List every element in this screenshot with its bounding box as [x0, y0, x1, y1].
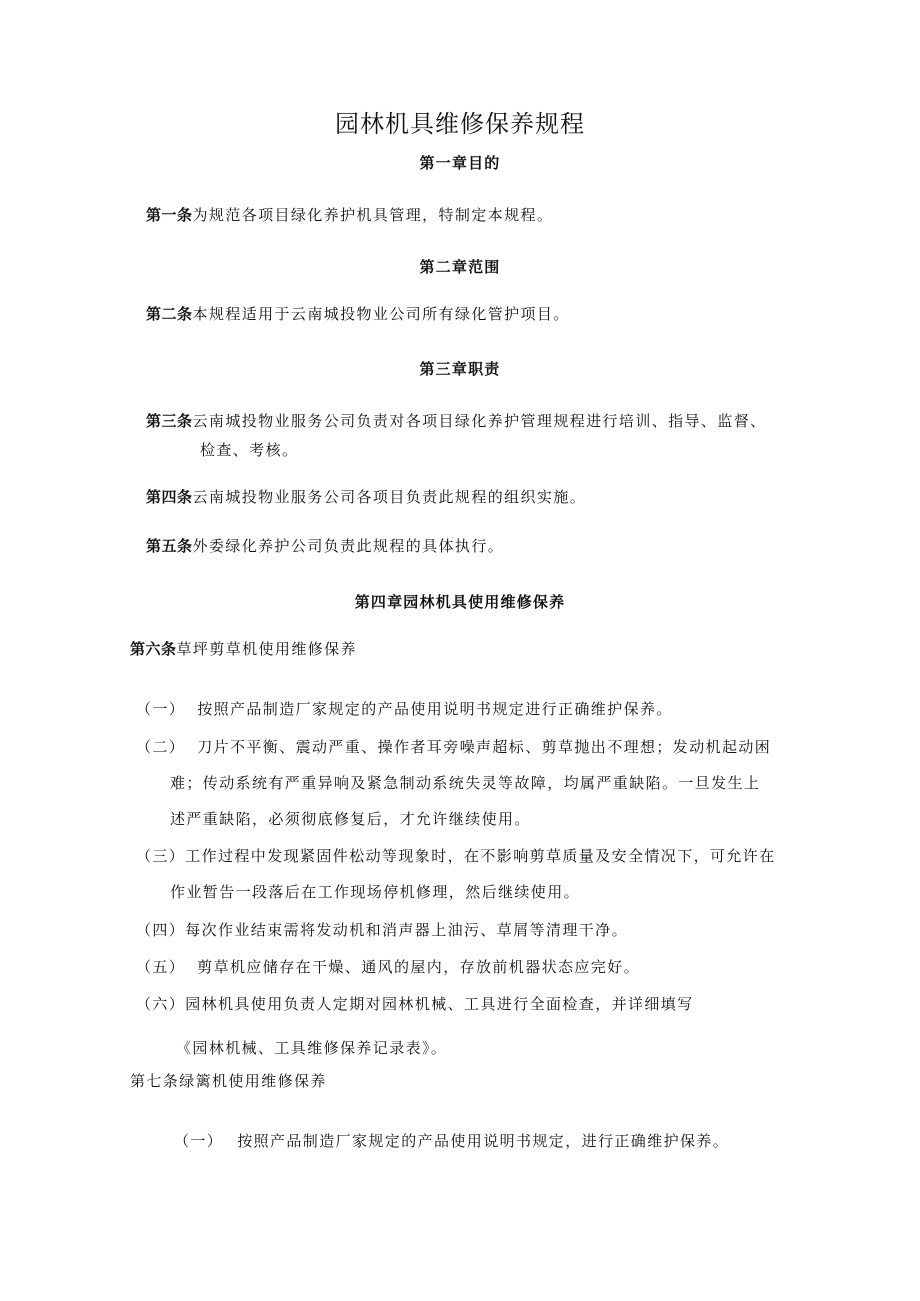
- item-2-line-3: 述严重缺陷，必须彻底修复后，才允许继续使用。: [170, 810, 531, 828]
- item-3-text: 工作过程中发现紧固件松动等现象时，在不影响剪草质量及安全情况下，可允许在: [185, 847, 776, 865]
- item-6-line-2: 《园林机械、工具维修保养记录表》。: [176, 1039, 448, 1057]
- item-5-text: 剪草机应储存在干燥、通风的屋内，存放前机器状态应完好。: [197, 958, 641, 976]
- article-7: 第七条绿篱机使用维修保养: [130, 1072, 327, 1090]
- item-5-number: （五）: [136, 958, 186, 976]
- article-2-text: 本规程适用于云南城投物业公司所有绿化管护项目。: [192, 305, 570, 323]
- document-title: 园林机具维修保养规程: [335, 110, 585, 138]
- article-7-item-1-text: 按照产品制造厂家规定的产品使用说明书规定，进行正确维护保养。: [237, 1132, 730, 1150]
- article-1-lead: 第一条: [146, 206, 193, 224]
- article-1: [146, 205, 553, 225]
- article-3: [146, 411, 767, 431]
- article-7-item-1-number: （一）: [174, 1132, 224, 1150]
- item-3-line-2: 作业暂告一段落后在工作现场停机修理，然后继续使用。: [170, 883, 581, 901]
- item-6-number: （六）: [136, 995, 186, 1013]
- article-4: [146, 487, 586, 507]
- item-1: [136, 699, 673, 719]
- chapter-3-heading: 第三章职责: [419, 360, 501, 378]
- article-3-lead: 第三条: [146, 412, 193, 430]
- article-1-text: 为规范各项目绿化养护机具管理，特制定本规程。: [192, 206, 554, 224]
- article-5: [146, 536, 504, 556]
- item-2-text: 刀片不平衡、震动严重、操作者耳旁噪声超标、剪草抛出不理想；发动机起动困: [197, 738, 772, 756]
- article-4-lead: 第四条: [146, 488, 193, 506]
- article-6: [130, 639, 357, 659]
- item-1-number: （一）: [136, 700, 186, 718]
- article-6-lead: 第六条: [130, 640, 177, 658]
- article-2-lead: 第二条: [146, 305, 193, 323]
- chapter-1-heading: 第一章目的: [419, 154, 501, 172]
- item-6-text: 园林机具使用负责人定期对园林机械、工具进行全面检查，并详细填写: [185, 995, 694, 1013]
- item-5: [136, 957, 640, 977]
- item-2-line-2: 难；传动系统有严重异响及紧急制动系统失灵等故障，均属严重缺陷。一旦发生上: [170, 774, 761, 792]
- item-2-number: （二）: [136, 738, 186, 756]
- article-2: [146, 304, 570, 324]
- article-3-text: 云南城投物业服务公司负责对各项目绿化养护管理规程进行培训、指导、监督、: [192, 412, 767, 430]
- item-3-number: （三）: [136, 847, 186, 865]
- article-7-item-1: [174, 1131, 729, 1151]
- article-5-text: 外委绿化养护公司负责此规程的具体执行。: [192, 537, 505, 555]
- article-6-text: 草坪剪草机使用维修保养: [176, 640, 357, 658]
- chapter-4-heading: 第四章园林机具使用维修保养: [354, 593, 566, 611]
- item-2: [136, 737, 771, 757]
- item-4-text: 每次作业结束需将发动机和消声器上油污、草屑等清理干净。: [185, 921, 629, 939]
- article-3-continuation: 检查、考核。: [200, 441, 299, 459]
- item-1-text: 按照产品制造厂家规定的产品使用说明书规定进行正确维护保养。: [197, 700, 673, 718]
- item-4-number: （四）: [136, 921, 186, 939]
- article-4-text: 云南城投物业服务公司各项目负责此规程的组织实施。: [192, 488, 587, 506]
- item-6: [136, 994, 694, 1014]
- item-3: [136, 846, 776, 866]
- article-5-lead: 第五条: [146, 537, 193, 555]
- item-4: [136, 920, 628, 940]
- chapter-2-heading: 第二章范围: [419, 258, 501, 276]
